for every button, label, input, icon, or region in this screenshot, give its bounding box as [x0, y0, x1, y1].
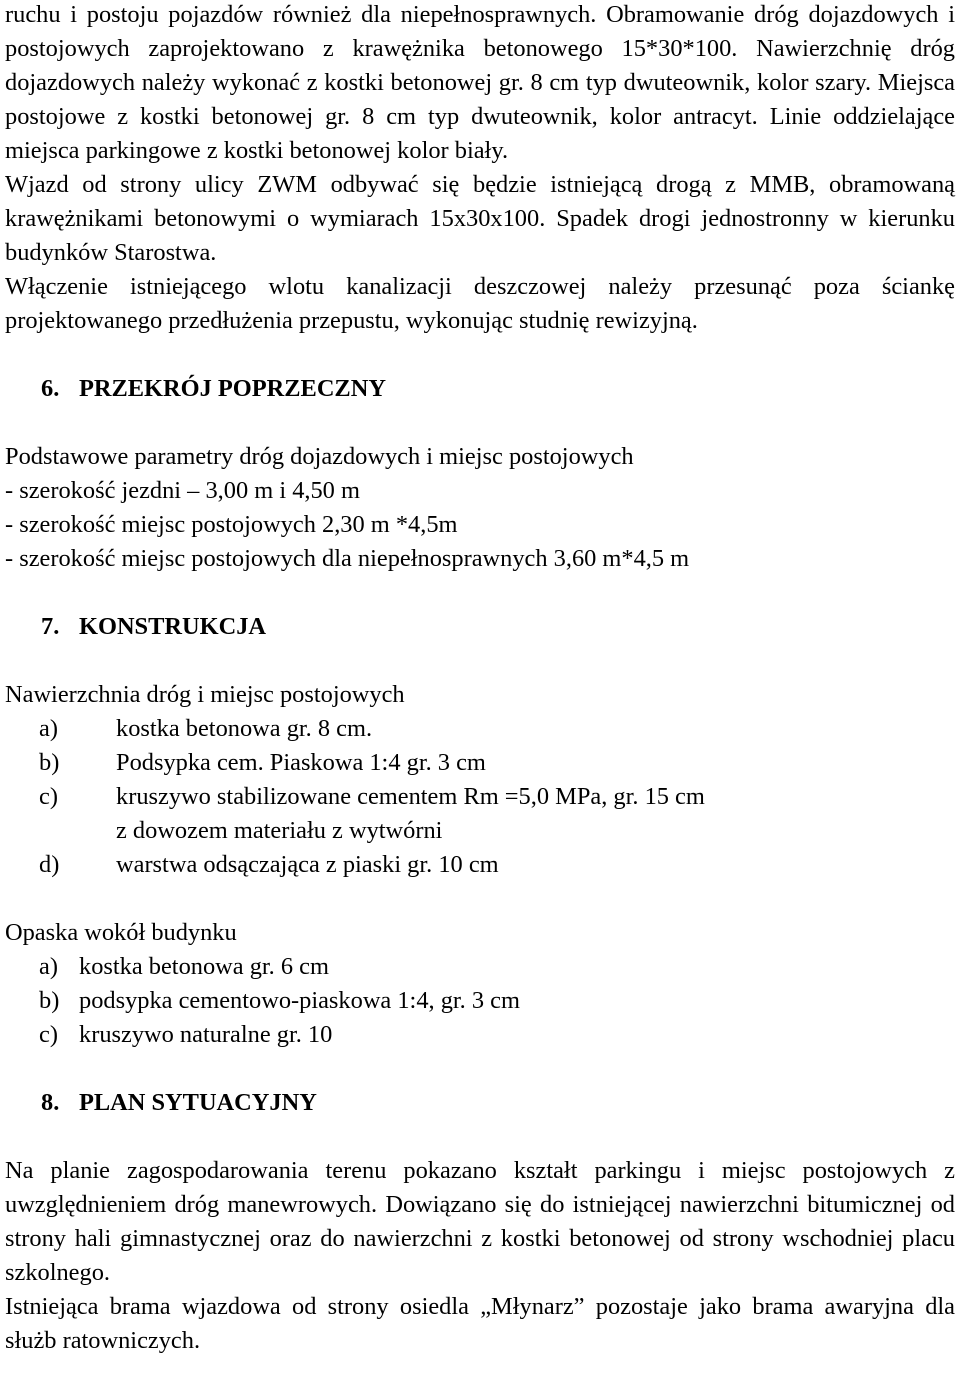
list-item: [5, 780, 955, 848]
intro-paragraph-1: ruchu i postoju pojazdów również dla niepełnosprawnych. Obramowanie dróg dojazdowych i postojowych zaprojektowano z krawężnika betonowego 15*30*100. Nawierzchnię dróg dojazdowych należy wykonać z kostki betonowej gr. 8 cm typ dwuteownik, kolor szary. Miejsca postojowe z kostki betonowej gr. 8 cm typ dwuteownik, kolor antracyt. Linie oddzielające miejsca parkingowe z kostki betonowej kolor biały.: [5, 1, 955, 164]
list-item: [5, 984, 955, 1018]
list-text-continuation: z dowozem materiału z wytwórni: [116, 817, 443, 844]
section-7-title: KONSTRUKCJA: [79, 613, 267, 640]
section-6-line-3: - szerokość miejsc postojowych 2,30 m *4,5m: [5, 511, 458, 538]
section-8-paragraph-2: Istniejąca brama wjazdowa od strony osiedla „Młynarz” pozostaje jako brama awaryjna dla służb ratowniczych.: [5, 1293, 955, 1354]
band-group-title: Opaska wokół budynku: [5, 919, 237, 946]
list-text: podsypka cementowo-piaskowa 1:4, gr. 3 cm: [79, 987, 520, 1014]
section-8-title: PLAN SYTUACYJNY: [79, 1089, 317, 1116]
intro-paragraph-2: Wjazd od strony ulicy ZWM odbywać się będzie istniejącą drogą z MMB, obramowaną krawężnikami betonowymi o wymiarach 15x30x100. Spadek drogi jednostronny w kierunku budynków Starostwa.: [5, 171, 955, 266]
list-marker: c): [39, 783, 58, 810]
list-item: [5, 848, 955, 882]
list-item: [5, 746, 955, 780]
section-8-number: 8.: [41, 1089, 60, 1116]
list-marker: b): [39, 749, 60, 776]
list-marker: a): [39, 715, 58, 742]
list-text: kruszywo naturalne gr. 10: [79, 1021, 333, 1048]
list-text: kostka betonowa gr. 6 cm: [79, 953, 329, 980]
list-text: kostka betonowa gr. 8 cm.: [116, 715, 373, 742]
section-6-title: PRZEKRÓJ POPRZECZNY: [79, 375, 386, 402]
section-6-line-1: Podstawowe parametry dróg dojazdowych i miejsc postojowych: [5, 443, 634, 470]
intro-paragraph-3: Włączenie istniejącego wlotu kanalizacji deszczowej należy przesunąć poza ściankę projektowanego przedłużenia przepustu, wykonując studnię rewizyjną.: [5, 273, 955, 334]
list-text: Podsypka cem. Piaskowa 1:4 gr. 3 cm: [116, 749, 486, 776]
section-6-number: 6.: [41, 375, 60, 402]
list-item: [5, 712, 955, 746]
list-marker: a): [39, 953, 58, 980]
section-6-heading: [5, 372, 955, 406]
list-marker: d): [39, 851, 60, 878]
pavement-group-title: Nawierzchnia dróg i miejsc postojowych: [5, 681, 405, 708]
list-text: warstwa odsączająca z piaski gr. 10 cm: [116, 851, 499, 878]
section-8-paragraph-1: Na planie zagospodarowania terenu pokazano kształt parkingu i miejsc postojowych z uwzględnieniem dróg manewrowych. Dowiązano się do istniejącej nawierzchni bitumicznej od strony hali gimnastycznej oraz do nawierzchni z kostki betonowej od strony wschodniej placu szkolnego.: [5, 1157, 955, 1286]
section-8-heading: [5, 1086, 955, 1120]
list-marker: c): [39, 1021, 58, 1048]
list-item: [5, 1018, 955, 1052]
list-text: kruszywo stabilizowane cementem Rm =5,0 MPa, gr. 15 cm: [116, 783, 705, 810]
section-6-line-2: - szerokość jezdni – 3,00 m i 4,50 m: [5, 477, 360, 504]
list-text-block: [116, 780, 955, 848]
section-7-number: 7.: [41, 613, 60, 640]
list-marker: b): [39, 987, 60, 1014]
list-item: [5, 950, 955, 984]
section-7-heading: [5, 610, 955, 644]
section-6-line-4: - szerokość miejsc postojowych dla niepełnosprawnych 3,60 m*4,5 m: [5, 545, 690, 572]
document-page: [5, 0, 955, 1358]
